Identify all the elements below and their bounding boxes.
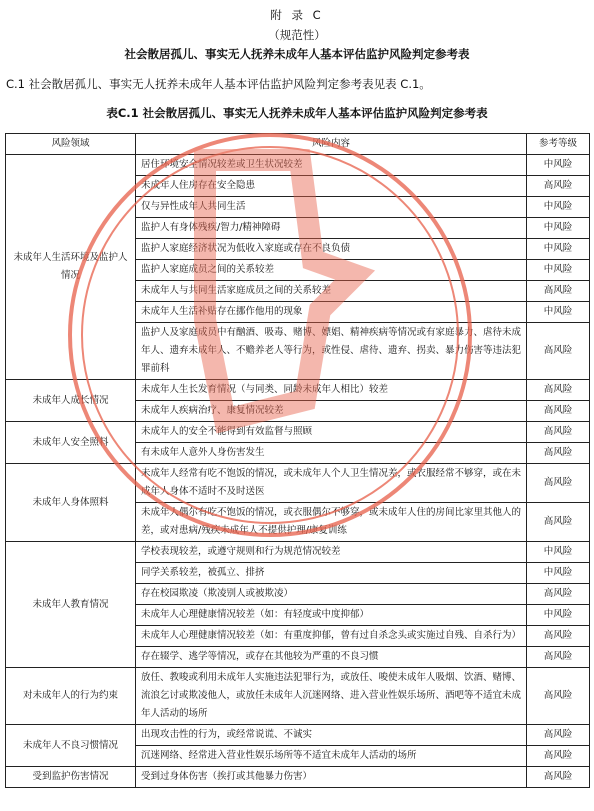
risk-level-cell: 中风险 — [527, 197, 590, 218]
appendix-heading: 附 录 C — [270, 8, 324, 22]
risk-level-cell: 中风险 — [527, 155, 590, 176]
risk-table — [5, 133, 590, 788]
table-row — [6, 380, 590, 401]
risk-domain-cell: 受到监护伤害情况 — [6, 767, 136, 788]
risk-level-cell: 高风险 — [527, 464, 590, 503]
table-row — [6, 542, 590, 563]
risk-level-cell: 高风险 — [527, 422, 590, 443]
risk-content-cell: 未成年人住房存在安全隐患 — [136, 176, 527, 197]
risk-content-cell: 监护人家庭经济状况为低收入家庭或存在不良负债 — [136, 239, 527, 260]
risk-content-cell: 受到过身体伤害（挨打或其他暴力伤害） — [136, 767, 527, 788]
risk-domain-cell: 未成年人安全照料 — [6, 422, 136, 464]
risk-level-cell: 高风险 — [527, 584, 590, 605]
risk-level-cell: 中风险 — [527, 239, 590, 260]
table-row — [6, 725, 590, 746]
table-row — [6, 155, 590, 176]
appendix-title: 社会散居孤儿、事实无人抚养未成年人基本评估监护风险判定参考表 — [124, 47, 470, 61]
table-row — [6, 668, 590, 725]
risk-content-cell: 仅与异性成年人共同生活 — [136, 197, 527, 218]
header-domain: 风险领域 — [6, 134, 136, 155]
risk-level-cell: 高风险 — [527, 746, 590, 767]
risk-content-cell: 未成年人生长发育情况（与同类、同龄未成年人相比）较差 — [136, 380, 527, 401]
risk-content-cell: 监护人及家庭成员中有酗酒、吸毒、赌博、嫖娼、精神疾病等情况或有家庭暴力、虐待未成年人、遗弃未成年人、不赡养老人等行为，或性侵、虐待、遗弃、拐卖、暴力伤害等违法犯罪前科 — [136, 323, 527, 380]
risk-level-cell: 中风险 — [527, 302, 590, 323]
intro-paragraph: C.1 社会散居孤儿、事实无人抚养未成年人基本评估监护风险判定参考表见表 C.1。 — [6, 77, 431, 91]
risk-level-cell: 中风险 — [527, 260, 590, 281]
risk-content-cell: 有未成年人意外人身伤害发生 — [136, 443, 527, 464]
risk-content-cell: 未成年人疾病治疗、康复情况较差 — [136, 401, 527, 422]
risk-domain-cell: 未成年人身体照料 — [6, 464, 136, 542]
risk-domain-cell: 未成年人不良习惯情况 — [6, 725, 136, 767]
risk-domain-cell: 未成年人生活环境及监护人情况 — [6, 155, 136, 380]
table-body — [6, 155, 590, 788]
risk-level-cell: 中风险 — [527, 563, 590, 584]
risk-content-cell: 出现攻击性的行为，或经常说谎、不诚实 — [136, 725, 527, 746]
table-row — [6, 767, 590, 788]
risk-content-cell: 学校表现较差，或遵守规则和行为规范情况较差 — [136, 542, 527, 563]
risk-content-cell: 监护人家庭成员之间的关系较差 — [136, 260, 527, 281]
risk-level-cell: 中风险 — [527, 605, 590, 626]
risk-content-cell: 居住环境安全情况较差或卫生状况较差 — [136, 155, 527, 176]
risk-level-cell: 高风险 — [527, 503, 590, 542]
risk-content-cell: 放任、教唆或利用未成年人实施违法犯罪行为，或放任、唆使未成年人吸烟、饮酒、赌博、流浪乞讨或欺凌他人，或放任未成年人沉迷网络、进入营业性娱乐场所、酒吧等不适宜未成年人活动的场所 — [136, 668, 527, 725]
risk-level-cell: 高风险 — [527, 647, 590, 668]
risk-content-cell: 沉迷网络、经常进入营业性娱乐场所等不适宜未成年人活动的场所 — [136, 746, 527, 767]
risk-content-cell: 存在校园欺凌（欺凌别人或被欺凌） — [136, 584, 527, 605]
risk-level-cell: 高风险 — [527, 668, 590, 725]
risk-level-cell: 高风险 — [527, 176, 590, 197]
risk-level-cell: 高风险 — [527, 281, 590, 302]
risk-level-cell: 高风险 — [527, 401, 590, 422]
risk-content-cell: 存在辍学、逃学等情况，或存在其他较为严重的不良习惯 — [136, 647, 527, 668]
risk-level-cell: 高风险 — [527, 380, 590, 401]
risk-level-cell: 高风险 — [527, 725, 590, 746]
risk-level-cell: 中风险 — [527, 218, 590, 239]
risk-content-cell: 未成年人心理健康情况较差（如：有轻度或中度抑郁） — [136, 605, 527, 626]
appendix-nature: （规范性） — [268, 28, 326, 42]
risk-level-cell: 高风险 — [527, 626, 590, 647]
risk-level-cell: 高风险 — [527, 323, 590, 380]
risk-level-cell: 高风险 — [527, 767, 590, 788]
risk-content-cell: 未成年人生活补贴存在挪作他用的现象 — [136, 302, 527, 323]
risk-content-cell: 未成年人经常有吃不饱饭的情况，或未成年人个人卫生情况差，或衣服经常不够穿，或在未成年人身体不适时不及时送医 — [136, 464, 527, 503]
risk-domain-cell: 未成年人成长情况 — [6, 380, 136, 422]
risk-content-cell: 监护人有身体残疾/智力/精神障碍 — [136, 218, 527, 239]
risk-domain-cell: 未成年人教育情况 — [6, 542, 136, 668]
header-level: 参考等级 — [527, 134, 590, 155]
risk-content-cell: 同学关系较差，被孤立、排挤 — [136, 563, 527, 584]
risk-content-cell: 未成年人偶尔有吃不饱饭的情况，或衣服偶尔不够穿，或未成年人住的房间比家里其他人的差，或对患病/残疾未成年人不提供护理/康复训练 — [136, 503, 527, 542]
risk-content-cell: 未成年人的安全不能得到有效监督与照顾 — [136, 422, 527, 443]
header-content: 风险内容 — [136, 134, 527, 155]
risk-domain-cell: 对未成年人的行为约束 — [6, 668, 136, 725]
table-row — [6, 464, 590, 503]
risk-content-cell: 未成年人与共同生活家庭成员之间的关系较差 — [136, 281, 527, 302]
table-header-row — [6, 134, 590, 155]
risk-content-cell: 未成年人心理健康情况较差（如：有重度抑郁，曾有过自杀念头或实施过自残、自杀行为） — [136, 626, 527, 647]
risk-level-cell: 高风险 — [527, 443, 590, 464]
table-row — [6, 422, 590, 443]
table-caption: 表C.1 社会散居孤儿、事实无人抚养未成年人基本评估监护风险判定参考表 — [106, 106, 488, 120]
risk-level-cell: 中风险 — [527, 542, 590, 563]
